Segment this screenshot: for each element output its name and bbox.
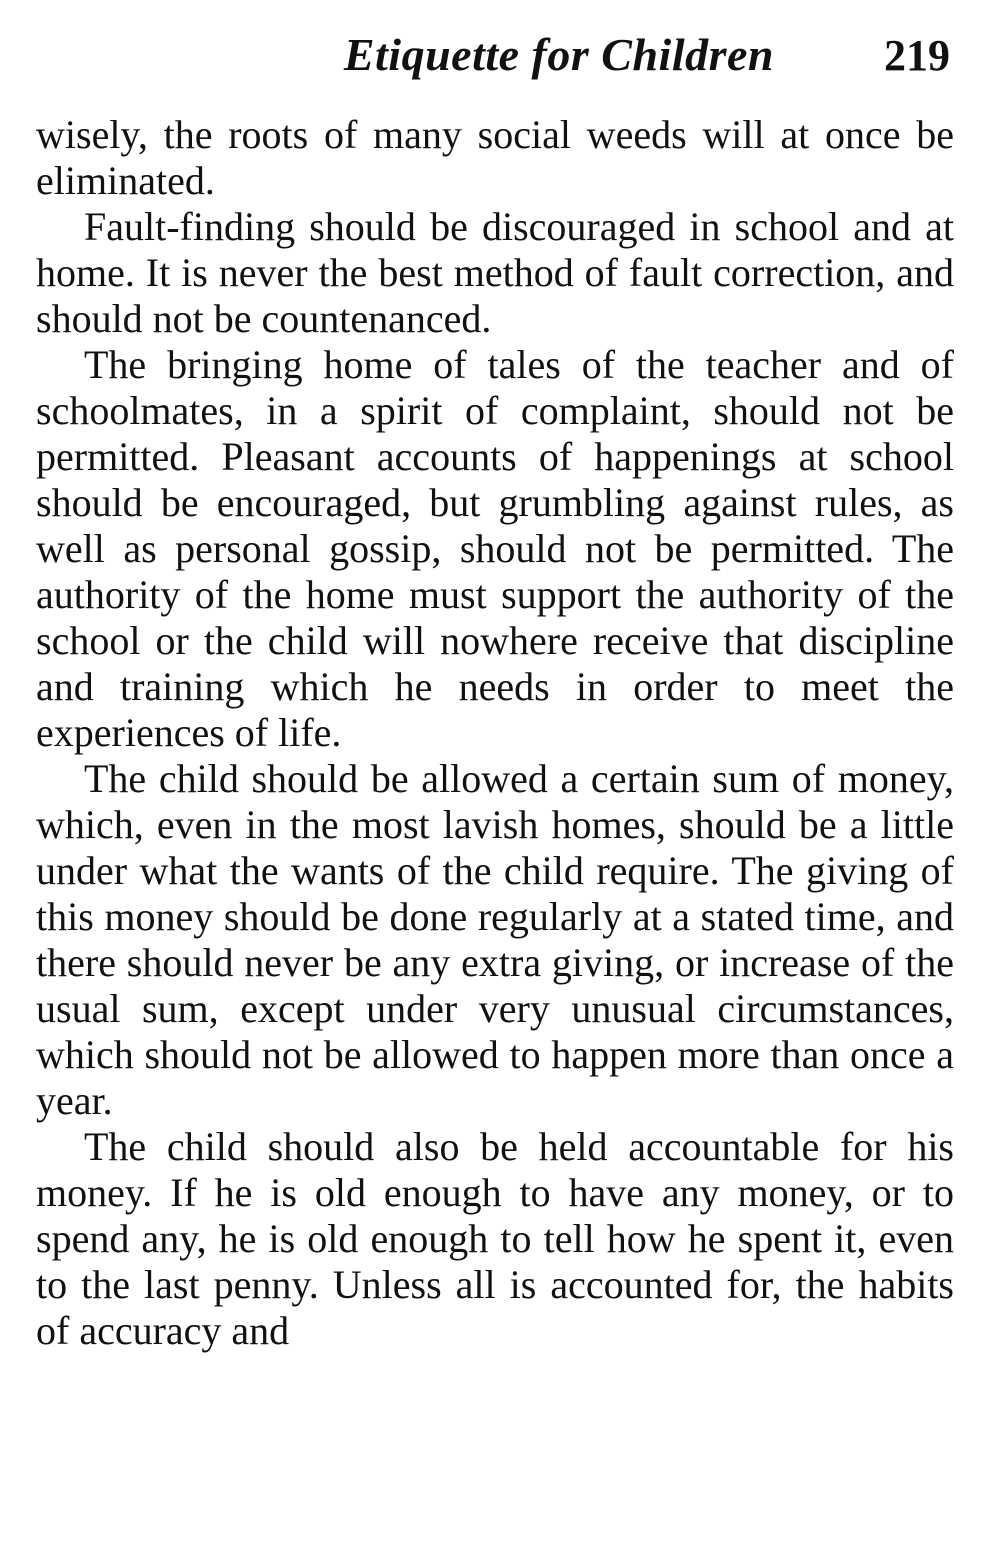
book-page — [36, 28, 954, 1354]
running-title: Etiquette for Children — [343, 29, 774, 80]
body-text — [36, 112, 954, 1354]
paragraph-accountability: The child should also be held accountable for his money. If he is old enough to have any money, or to spend any, he is old enough to tell how he spent it, even to the last penny. Unless all is accounted for, the habits of accuracy and — [36, 1124, 954, 1353]
paragraph-allowance: The child should be allowed a certain sum of money, which, even in the most lavish homes, should be a little under what the wants of the child require. The giving of this money should be done regularly at a stated time, and there should never be any extra giving, or increase of the usual sum, except under very unusual circumstances, which should not be allowed to happen more than once a year. — [36, 756, 954, 1123]
page-number: 219 — [884, 31, 950, 80]
paragraph-fault-finding: Fault-finding should be discouraged in school and at home. It is never the best method of fault correction, and should not be countenanced. — [36, 204, 954, 341]
paragraph-continued: wisely, the roots of many social weeds will at once be eliminated. — [36, 112, 954, 203]
paragraph-tales-from-school: The bringing home of tales of the teacher and of schoolmates, in a spirit of complaint, should not be permitted. Pleasant accounts of happenings at school should be encouraged, but grumbling against rules, as well as personal gossip, should not be permitted. The authority of the home must support the authority of the school or the child will nowhere receive that discipline and training which he needs in order to meet the experiences of life. — [36, 342, 954, 755]
page-header — [36, 28, 954, 112]
